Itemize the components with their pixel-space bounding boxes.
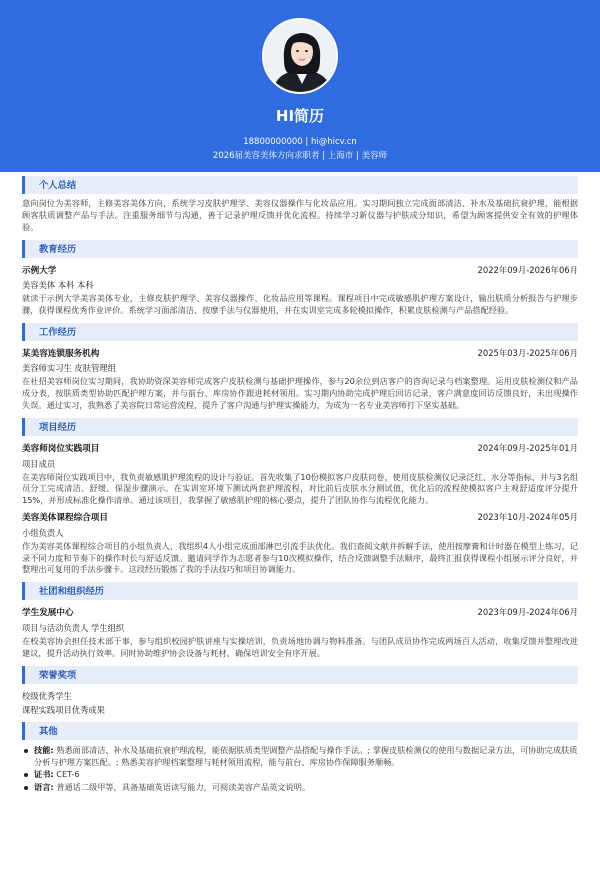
- section-others: [22, 722, 578, 797]
- section-awards: [22, 666, 578, 718]
- education-entry: [22, 264, 578, 317]
- section-title: 社团和组织经历: [39, 586, 105, 598]
- section-header: [22, 582, 578, 600]
- section-education: [22, 240, 578, 319]
- entry-date: 2023年10月-2024年05月: [477, 512, 578, 523]
- others-list: [22, 745, 578, 795]
- section-activities: [22, 582, 578, 661]
- project-role: 项目成员: [22, 458, 56, 469]
- item-text: 普通话二级甲等，具备基础英语读写能力，可阅读美容产品英文说明。: [53, 782, 311, 793]
- section-title: 工作经历: [39, 326, 77, 338]
- item-text: CET-6: [53, 769, 80, 780]
- section-title: 项目经历: [39, 422, 77, 434]
- bullet-icon: [24, 773, 28, 777]
- entry-description: 作为美容美体课程综合项目的小组负责人，我组织4人小组完成面部淋巴引流手法优化。我们查阅文献并拆解手法，使用按摩膏和计时器在模型上练习，记录不同力度和节奏下的操作时长与舒适反馈。邀请同学作为志愿者参与10次模拟操作，结合反馈调整手法顺序，最终汇报获得课程小组展示评分良好，并整理出可复用的手法步骤卡。这段经历锻炼了我的手法技巧和项目协调能力。: [22, 540, 578, 575]
- entry-description: 在校美容协会担任技术部干事，参与组织校园护肤讲座与实操培训，负责场地协调与物料准备。与团队成员协作完成两场百人活动，收集反馈并整理改进建议，提升活动执行效率。同时协助维护协会设备与耗材，确保培训安全有序开展。: [22, 635, 578, 658]
- contact-info: 18800000000 | hi@hicv.cn: [243, 137, 357, 147]
- section-summary: [22, 176, 578, 236]
- entry-date: 2025年03月-2025年06月: [477, 347, 578, 358]
- section-projects: [22, 418, 578, 578]
- project-entry: [22, 511, 578, 576]
- section-header: [22, 418, 578, 436]
- section-work: [22, 323, 578, 414]
- others-item-skills: [22, 745, 578, 769]
- others-item-language: [22, 782, 578, 794]
- item-key: 技能:: [34, 744, 54, 755]
- bullet-icon: [24, 749, 28, 753]
- degree-info: 美容美体 本科 本科: [22, 280, 94, 291]
- section-header: [22, 240, 578, 258]
- section-header: [22, 722, 578, 740]
- item-key: 语言:: [34, 782, 54, 793]
- section-title: 教育经历: [39, 243, 77, 255]
- job-intent: 2026届美容美体方向求职者 | 上海市 | 美容师: [212, 151, 388, 161]
- section-header: [22, 666, 578, 684]
- others-item-certificate: [22, 769, 578, 781]
- item-key: 证书:: [34, 769, 54, 780]
- entry-date: 2022年09月-2026年06月: [477, 264, 578, 275]
- project-role: 小组负责人: [22, 527, 64, 538]
- candidate-name: HI简历: [275, 107, 325, 125]
- resume-header: [0, 0, 600, 172]
- project-name: 美容师岗位实践项目: [22, 444, 100, 455]
- summary-text: 意向岗位为美容师，主修美容美体方向，系统学习皮肤护理学、美容仪器操作与化妆品应用。实习期间独立完成面部清洁、补水及基础抗衰护理，能根据顾客肤质调整产品与手法。注重服务细节与沟通，善于记录护理反馈并优化流程。持续学习新仪器与护肤成分知识，希望为顾客提供安全有效的护理体验。: [22, 198, 578, 232]
- section-title: 其他: [39, 725, 58, 737]
- avatar-portrait-icon: [264, 20, 338, 94]
- section-title: 个人总结: [39, 180, 77, 191]
- project-name: 美容美体课程综合项目: [22, 513, 108, 524]
- job-role: 美容师实习生 皮肤管理组: [22, 363, 116, 374]
- award-item: 校级优秀学生: [22, 690, 72, 701]
- section-header: [22, 176, 578, 194]
- entry-description: 在社招美容师岗位实习期间，我协助资深美容师完成客户皮肤检测与基础护理操作，参与20余位到店客户的咨询记录与档案整理。运用皮肤检测仪和产品成分表，按肤质类型协助匹配护理方案，并与前台、库房协作跟进耗材领用。实习期内协助完成护理后回访记录，客户满意度回访反馈良好，未出现操作失误。通过实习，我熟悉了美容院日常运营流程，提升了客户沟通与护理实操能力，为成为一名专业美容师打下坚实基础。: [22, 376, 578, 411]
- school-name: 示例大学: [22, 265, 57, 276]
- item-text: 熟悉面部清洁、补水及基础抗衰护理流程，能依据肤质类型调整产品搭配与操作手法。; 掌握皮肤检测仪的使用与数据记录方法，可协助完成肤质分析与护理方案匹配。; 熟悉美容护理档案整理与耗材领用流程，能与前台、库房协作保障服务顺畅。: [34, 744, 578, 767]
- entry-description: 就读于示例大学美容美体专业，主修皮肤护理学、美容仪器操作、化妆品应用等课程。课程项目中完成敏感肌护理方案设计，输出肤质分析报告与护理步骤，获得课程优秀作业评价。系统学习面部清洁、按摩手法与仪器使用，并在实训室完成多轮模拟操作，积累皮肤检测与产品搭配经验。: [22, 293, 578, 316]
- project-entry: [22, 442, 578, 507]
- avatar: [262, 18, 338, 94]
- activity-entry: [22, 606, 578, 659]
- organization-name: 学生发展中心: [22, 608, 74, 619]
- entry-date: 2023年09月-2024年06月: [477, 607, 578, 618]
- entry-date: 2024年09月-2025年01月: [477, 443, 578, 454]
- resume-body: [22, 172, 578, 796]
- award-item: 课程实践项目优秀成果: [22, 704, 105, 715]
- section-title: 荣誉奖项: [39, 669, 77, 681]
- section-header: [22, 323, 578, 341]
- work-entry: [22, 347, 578, 412]
- activity-role: 项目与活动负责人 学生组织: [22, 622, 125, 633]
- bullet-icon: [24, 786, 28, 790]
- entry-description: 在美容师岗位实践项目中，我负责敏感肌护理流程的设计与验证。首先收集了10份模拟客户皮肤问卷，使用皮肤检测仪记录泛红、水分等指标，并与3名组员分工完成清洁、舒缓、保湿步骤演示。在实训室环境下测试两套护理流程，对比前后皮肤水分测试值，优化后的流程使模拟客户主观舒适度评分提升15%，并形成标准化操作清单。通过该项目，我掌握了敏感肌护理的核心要点，提升了团队协作与流程优化能力。: [22, 471, 579, 506]
- company-name: 某美容连锁服务机构: [22, 348, 100, 359]
